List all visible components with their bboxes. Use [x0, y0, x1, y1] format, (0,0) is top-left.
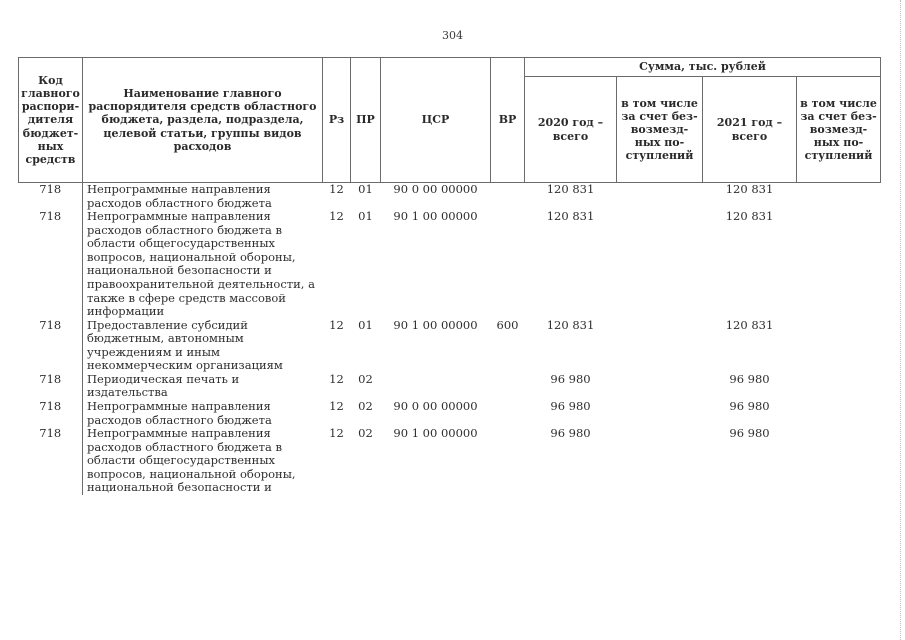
cell-csr: 90 1 00 00000: [393, 317, 478, 332]
header-sum: Сумма, тыс. рублей: [525, 58, 881, 77]
cell-2021-free: [797, 373, 881, 400]
header-vr: ВР: [491, 58, 525, 183]
cell-2020-free: [617, 319, 703, 373]
cell-2021-total: 96 980: [729, 371, 770, 386]
cell-vr: [491, 210, 525, 319]
cell-pr: 02: [358, 426, 373, 441]
header-csr: ЦСР: [381, 58, 491, 183]
cell-vr: [491, 427, 525, 495]
cell-vr: [491, 400, 525, 427]
cell-code: 718: [19, 427, 83, 495]
cell-name: Предоставление субсидий бюджетным, автономным учреждениям и иным некоммерческим организациям: [87, 317, 283, 373]
cell-name: Непрограммные направления расходов областного бюджета в области общегосударственных вопросов, национальной обороны, национальной безопасности и: [87, 426, 296, 495]
header-code: Код главного распори-дителя бюджет-ных средств: [19, 58, 83, 183]
cell-code: 718: [19, 373, 83, 400]
cell-2021-total: 120 831: [725, 209, 774, 224]
cell-csr: 90 0 00 00000: [393, 182, 478, 196]
header-2020-total: 2020 год – всего: [525, 77, 617, 183]
table-row: [19, 319, 881, 373]
cell-2021-free: [797, 427, 881, 495]
cell-rz: 12: [329, 399, 344, 413]
cell-rz: 12: [329, 426, 344, 441]
header-pr: ПР: [351, 58, 381, 183]
cell-name: Непрограммные направления расходов областного бюджета в области общегосударственных вопросов, национальной обороны, национальной безопасности и правоохранительной деятельности, а также в сфере средств массовой информации: [87, 209, 315, 319]
table-row: [19, 373, 881, 400]
cell-name: Периодическая печать и издательства: [87, 371, 240, 400]
table-row: [19, 183, 881, 211]
cell-2020-free: [617, 183, 703, 211]
header-2021-total: 2021 год – всего: [703, 77, 797, 183]
table-row: [19, 210, 881, 319]
cell-vr: [491, 183, 525, 211]
cell-2021-free: [797, 319, 881, 373]
cell-2021-free: [797, 210, 881, 319]
cell-2020-free: [617, 427, 703, 495]
cell-vr: 600: [496, 317, 519, 332]
cell-2020-free: [617, 373, 703, 400]
cell-csr: [381, 373, 491, 400]
cell-2020-total: 96 980: [550, 426, 591, 441]
cell-code: 718: [19, 210, 83, 319]
table-row: [19, 427, 881, 495]
cell-name: Непрограммные направления расходов областного бюджета: [87, 399, 272, 427]
cell-pr: 01: [358, 317, 373, 332]
header-2020-free: в том числе за счет без-возмезд-ных по-ступлений: [617, 77, 703, 183]
cell-code: 718: [19, 183, 83, 211]
cell-2020-total: 120 831: [546, 182, 595, 196]
cell-2021-free: [797, 183, 881, 211]
cell-rz: 12: [329, 182, 344, 196]
cell-code: 718: [19, 319, 83, 373]
cell-csr: 90 1 00 00000: [393, 209, 478, 224]
cell-rz: 12: [329, 371, 344, 386]
cell-rz: 12: [329, 209, 344, 224]
cell-pr: 02: [358, 371, 373, 386]
cell-2020-free: [617, 400, 703, 427]
table-row: [19, 400, 881, 427]
cell-csr: 90 1 00 00000: [393, 426, 478, 441]
cell-2020-total: 96 980: [550, 371, 591, 386]
table-body: [19, 183, 881, 495]
cell-csr: 90 0 00 00000: [393, 399, 478, 413]
cell-2021-total: 96 980: [729, 426, 770, 441]
cell-vr: [491, 373, 525, 400]
cell-name: Непрограммные направления расходов областного бюджета: [87, 182, 272, 210]
page-right-edge: [900, 0, 901, 640]
cell-pr: 02: [358, 399, 373, 413]
cell-2020-total: 120 831: [546, 317, 595, 332]
cell-pr: 01: [358, 209, 373, 224]
cell-2020-total: 120 831: [546, 209, 595, 224]
cell-2021-free: [797, 400, 881, 427]
budget-table: [18, 57, 881, 495]
cell-2020-free: [617, 210, 703, 319]
cell-2021-total: 120 831: [725, 182, 774, 196]
header-2021-free: в том числе за счет без-возмезд-ных по-ступлений: [797, 77, 881, 183]
page-number: 304: [442, 29, 463, 42]
cell-pr: 01: [358, 182, 373, 196]
cell-rz: 12: [329, 317, 344, 332]
header-rz: Рз: [323, 58, 351, 183]
cell-2020-total: 96 980: [550, 399, 591, 413]
table-header: [19, 58, 881, 183]
cell-2021-total: 96 980: [729, 399, 770, 413]
cell-2021-total: 120 831: [725, 317, 774, 332]
header-name: Наименование главного распорядителя средств областного бюджета, раздела, подраздела, целевой статьи, группы видов расходов: [83, 58, 323, 183]
cell-code: 718: [19, 400, 83, 427]
